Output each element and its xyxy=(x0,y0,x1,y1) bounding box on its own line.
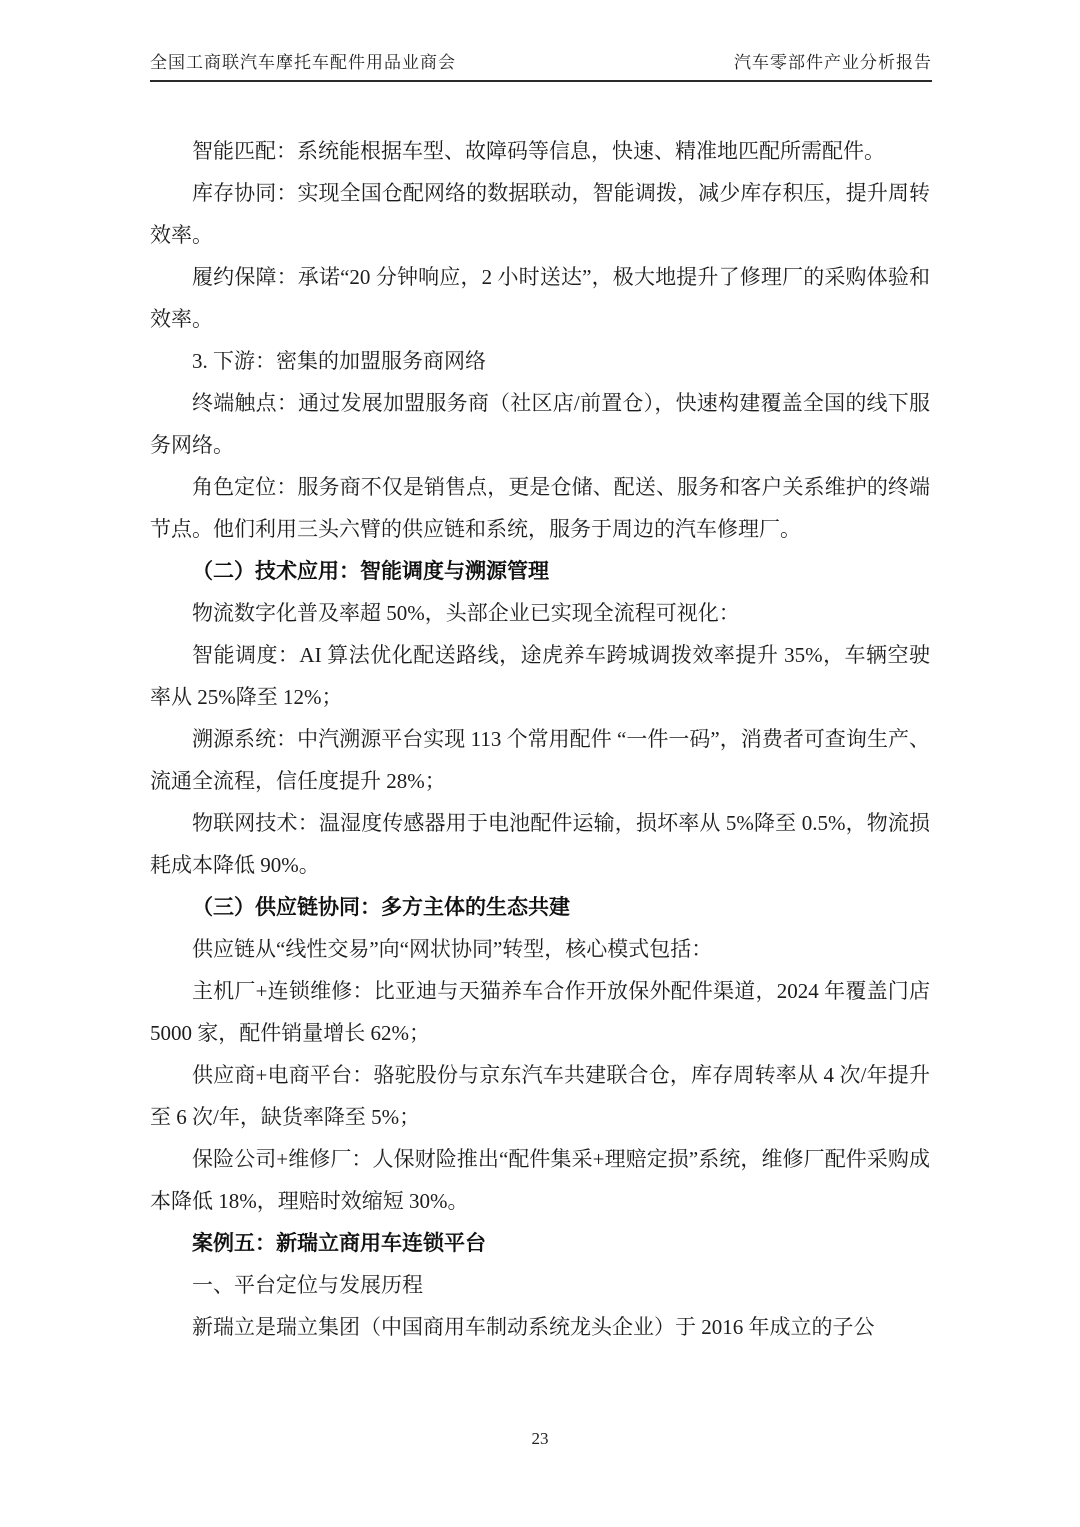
header-right-title: 汽车零部件产业分析报告 xyxy=(734,53,932,72)
paragraph-terminal-touchpoint: 终端触点：通过发展加盟服务商（社区店/前置仓），快速构建覆盖全国的线下服务网络。 xyxy=(150,391,930,457)
case-five-heading: 案例五：新瑞立商用车连锁平台 xyxy=(192,1231,486,1255)
paragraph-logistics-digitalization: 物流数字化普及率超 50%，头部企业已实现全流程可视化： xyxy=(192,601,740,625)
paragraph-oem-chain-repair: 主机厂+连锁维修：比亚迪与天猫养车合作开放保外配件渠道，2024 年覆盖门店 5000 家，配件销量增长 62%； xyxy=(150,979,930,1045)
paragraph-supply-chain-transform: 供应链从“线性交易”向“网状协同”转型，核心模式包括： xyxy=(192,937,713,961)
paragraph-fulfillment-guarantee: 履约保障：承诺“20 分钟响应，2 小时送达”，极大地提升了修理厂的采购体验和效率。 xyxy=(150,265,930,331)
paragraph-supplier-ecommerce: 供应商+电商平台：骆驼股份与京东汽车共建联合仓，库存周转率从 4 次/年提升至 6 次/年，缺货率降至 5%； xyxy=(150,1063,930,1129)
paragraph-xinruili-intro: 新瑞立是瑞立集团（中国商用车制动系统龙头企业）于 2016 年成立的子公 xyxy=(192,1315,875,1339)
section-heading-supply-chain: （三）供应链协同：多方主体的生态共建 xyxy=(192,895,570,919)
paragraph-smart-dispatch: 智能调度：AI 算法优化配送路线，途虎养车跨城调拨效率提升 35%，车辆空驶率从 25%降至 12%； xyxy=(150,643,930,709)
paragraph-traceability-system: 溯源系统：中汽溯源平台实现 113 个常用配件 “一件一码”，消费者可查询生产、流通全流程，信任度提升 28%； xyxy=(150,727,930,793)
paragraph-downstream-item: 3. 下游：密集的加盟服务商网络 xyxy=(192,349,486,373)
section-heading-technology: （二）技术应用：智能调度与溯源管理 xyxy=(192,559,549,583)
paragraph-insurance-repair: 保险公司+维修厂：人保财险推出“配件集采+理赔定损”系统，维修厂配件采购成本降低 18%，理赔时效缩短 30%。 xyxy=(150,1147,930,1213)
page-footer xyxy=(0,1429,1080,1449)
paragraph-iot-technology: 物联网技术：温湿度传感器用于电池配件运输，损坏率从 5%降至 0.5%，物流损耗成本降低 90%。 xyxy=(150,811,930,877)
header-left-title: 全国工商联汽车摩托车配件用品业商会 xyxy=(150,53,456,72)
paragraph-inventory-synergy: 库存协同：实现全国仓配网络的数据联动，智能调拨，减少库存积压，提升周转效率。 xyxy=(150,181,930,247)
paragraph-smart-matching: 智能匹配：系统能根据车型、故障码等信息，快速、精准地匹配所需配件。 xyxy=(192,139,885,163)
subsection-heading-platform: 一、平台定位与发展历程 xyxy=(192,1273,423,1297)
page-number: 23 xyxy=(531,1429,549,1448)
page-header xyxy=(150,48,932,82)
paragraph-role-positioning: 角色定位：服务商不仅是销售点，更是仓储、配送、服务和客户关系维护的终端节点。他们利用三头六臂的供应链和系统，服务于周边的汽车修理厂。 xyxy=(150,475,930,541)
document-body xyxy=(150,130,930,1348)
